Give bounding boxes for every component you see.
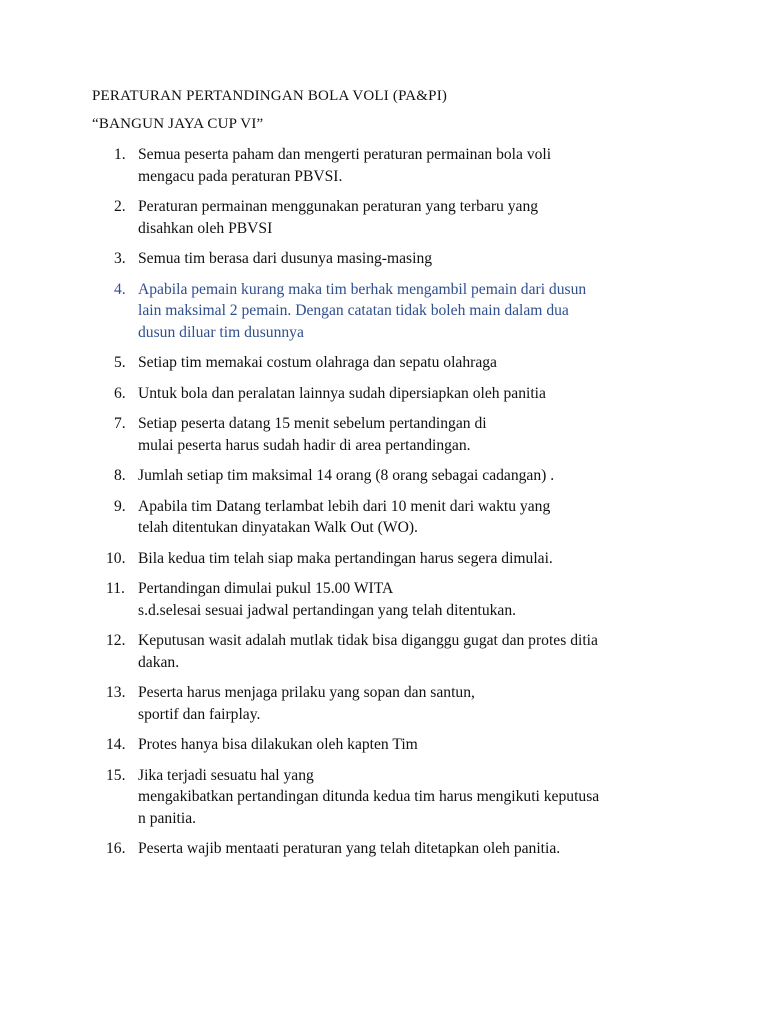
- rule-number: 1.: [114, 146, 126, 163]
- rule-number: 12.: [106, 632, 126, 649]
- rule-text-line: s.d.selesai sesuai jadwal pertandingan yang telah ditentukan.: [138, 601, 517, 619]
- rule-item: [92, 413, 692, 456]
- rule-number: 14.: [106, 736, 126, 753]
- rule-number: 10.: [106, 549, 126, 567]
- rule-number: 9.: [114, 497, 126, 515]
- rule-text-line: Jika terjadi sesuatu hal yang: [138, 766, 314, 784]
- rule-number: 11.: [106, 580, 125, 597]
- rule-number: 4.: [114, 280, 126, 298]
- rule-text-line: Apabila tim Datang terlambat lebih dari 10 menit dari waktu yang: [138, 497, 551, 515]
- rule-item: [92, 352, 692, 374]
- rule-text-line: mengacu pada peraturan PBVSI.: [138, 167, 343, 185]
- rule-number: 8.: [114, 467, 126, 484]
- rule-item: [92, 144, 692, 187]
- rule-number: 16.: [106, 840, 126, 857]
- rule-text-line: Semua tim berasa dari dusunya masing-masing: [138, 250, 433, 267]
- rule-number: 3.: [114, 250, 126, 267]
- rule-text-line: telah ditentukan dinyatakan Walk Out (WO).: [138, 519, 418, 536]
- rule-item: [92, 578, 692, 621]
- rule-text-line: Peserta wajib mentaati peraturan yang telah ditetapkan oleh panitia.: [138, 840, 561, 857]
- rule-item: [92, 496, 692, 539]
- rule-item: [92, 765, 692, 830]
- rule-item: [92, 630, 692, 673]
- rule-text-line: dakan.: [138, 653, 180, 671]
- rule-item: [92, 248, 692, 270]
- rule-number: 13.: [106, 684, 126, 701]
- rule-item: [92, 383, 692, 405]
- rule-text-line: sportif dan fairplay.: [138, 705, 261, 723]
- rule-text-line: Semua peserta paham dan mengerti peraturan permainan bola voli: [138, 146, 552, 163]
- rule-text-line: Setiap tim memakai costum olahraga dan sepatu olahraga: [138, 354, 497, 371]
- rule-text-line: mulai peserta harus sudah hadir di area pertandingan.: [138, 436, 471, 454]
- rule-item: [92, 734, 692, 756]
- rule-text-line: n panitia.: [138, 809, 197, 827]
- rule-item: [92, 465, 692, 487]
- rule-number: 7.: [114, 415, 126, 432]
- rule-text-line: Untuk bola dan peralatan lainnya sudah dipersiapkan oleh panitia: [138, 384, 546, 402]
- rule-text-line: Peserta harus menjaga prilaku yang sopan dan santun,: [138, 684, 475, 701]
- rule-text-line: Keputusan wasit adalah mutlak tidak bisa diganggu gugat dan protes ditia: [138, 632, 598, 649]
- document-title: PERATURAN PERTANDINGAN BOLA VOLI (PA&PI): [92, 88, 448, 104]
- rule-text-line: Jumlah setiap tim maksimal 14 orang (8 orang sebagai cadangan) .: [138, 467, 555, 484]
- rule-text-line: disahkan oleh PBVSI: [138, 219, 273, 237]
- rule-number: 2.: [114, 198, 126, 215]
- rule-item: [92, 196, 692, 239]
- rule-text-line: Peraturan permainan menggunakan peraturan yang terbaru yang: [138, 198, 539, 215]
- rule-number: 5.: [114, 354, 126, 371]
- rule-text-line: Protes hanya bisa dilakukan oleh kapten Tim: [138, 736, 418, 753]
- rule-item: [92, 548, 692, 570]
- rule-text-line: lain maksimal 2 pemain. Dengan catatan tidak boleh main dalam dua: [138, 302, 569, 319]
- rule-number: 6.: [114, 384, 126, 402]
- rule-item: [92, 838, 692, 860]
- rules-list: [92, 144, 692, 869]
- rule-item: [92, 279, 692, 344]
- rule-text-line: dusun diluar tim dusunnya: [138, 323, 304, 341]
- rule-text-line: Bila kedua tim telah siap maka pertandingan harus segera dimulai.: [138, 549, 553, 567]
- rule-number: 15.: [106, 766, 126, 784]
- rule-text-line: Apabila pemain kurang maka tim berhak mengambil pemain dari dusun: [138, 280, 587, 298]
- rule-text-line: Setiap peserta datang 15 menit sebelum pertandingan di: [138, 415, 487, 432]
- rule-item: [92, 682, 692, 725]
- document-subtitle: “BANGUN JAYA CUP VI”: [92, 116, 264, 132]
- rule-text-line: Pertandingan dimulai pukul 15.00 WITA: [138, 580, 394, 597]
- rule-text-line: mengakibatkan pertandingan ditunda kedua tim harus mengikuti keputusa: [138, 788, 600, 805]
